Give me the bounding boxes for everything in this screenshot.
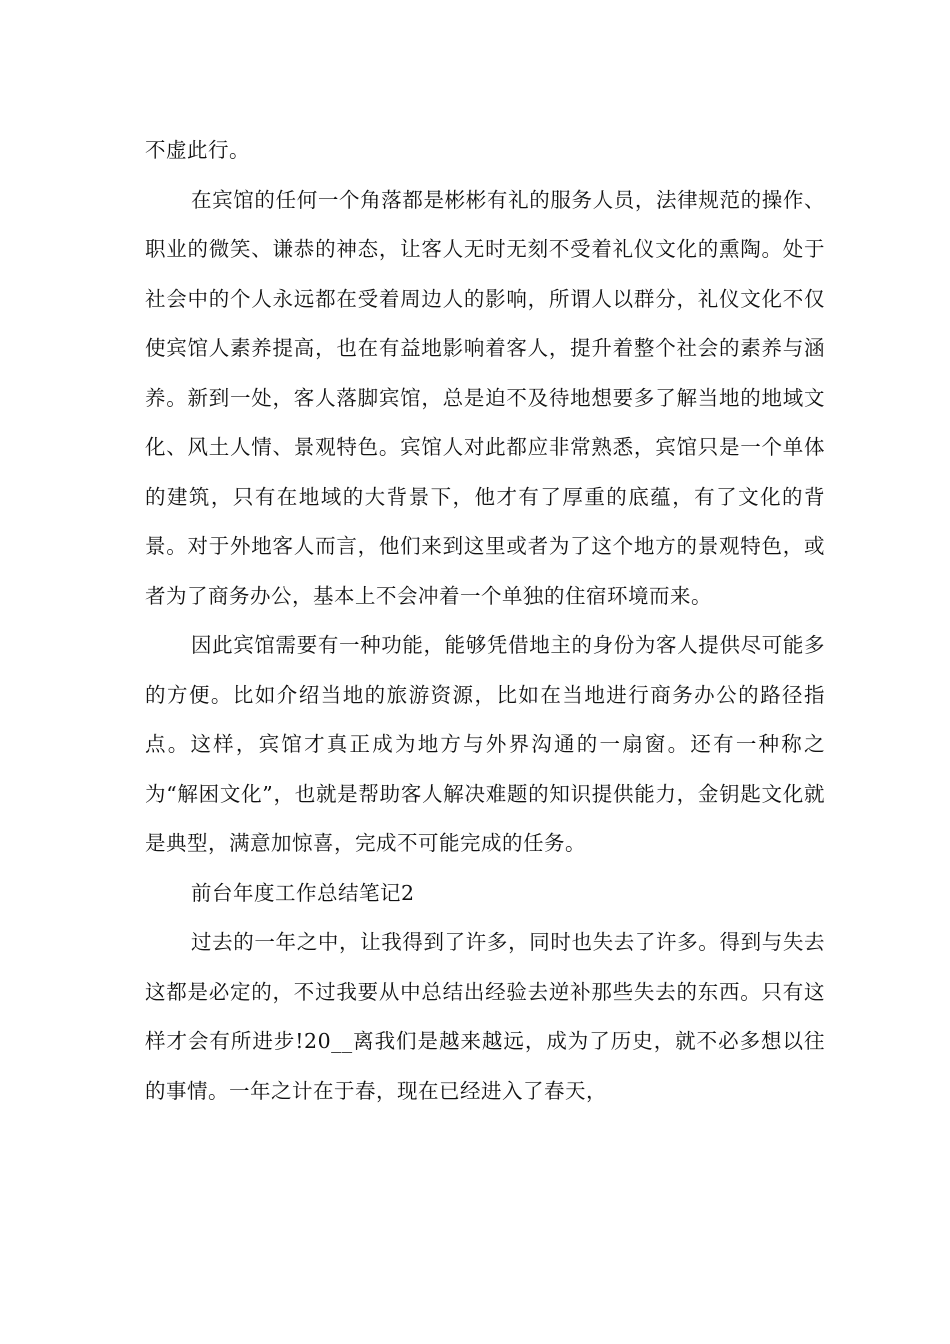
paragraph-hotel-etiquette: 在宾馆的任何一个角落都是彬彬有礼的服务人员，法律规范的操作、职业的微笑、谦恭的神态，让客人无时无刻不受着礼仪文化的熏陶。处于社会中的个人永远都在受着周边人的影响，所谓人以群分，礼仪文化不仅使宾馆人素养提高，也在有益地影响着客人，提升着整个社会的素养与涵养。新到一处，客人落脚宾馆，总是迫不及待地想要多了解当地的地域文化、风土人情、景观特色。宾馆人对此都应非常熟悉，宾馆只是一个单体的建筑，只有在地域的大背景下，他才有了厚重的底蕴，有了文化的背景。对于外地客人而言，他们来到这里或者为了这个地方的景观特色，或者为了商务办公，基本上不会冲着一个单独的住宿环境而来。 [145, 187, 825, 608]
paragraph-year-review: 过去的一年之中，让我得到了许多，同时也失去了许多。得到与失去这都是必定的，不过我要从中总结出经验去逆补那些失去的东西。只有这样才会有所进步!20__离我们是越来越远，成为了历史，就不必多想以往的事情。一年之计在于春，现在已经进入了春天， [145, 930, 825, 1103]
paragraph-hotel-function: 因此宾馆需要有一种功能，能够凭借地主的身份为客人提供尽可能多的方便。比如介绍当地的旅游资源，比如在当地进行商务办公的路径指点。这样，宾馆才真正成为地方与外界沟通的一扇窗。还有一种称之为“解困文化”，也就是帮助客人解决难题的知识提供能力，金钥匙文化就是典型，满意加惊喜，完成不可能完成的任务。 [145, 633, 825, 855]
section-heading: 前台年度工作总结笔记2 [191, 880, 415, 905]
paragraph-continuation: 不虚此行。 [145, 138, 250, 162]
document-body [145, 126, 825, 1116]
